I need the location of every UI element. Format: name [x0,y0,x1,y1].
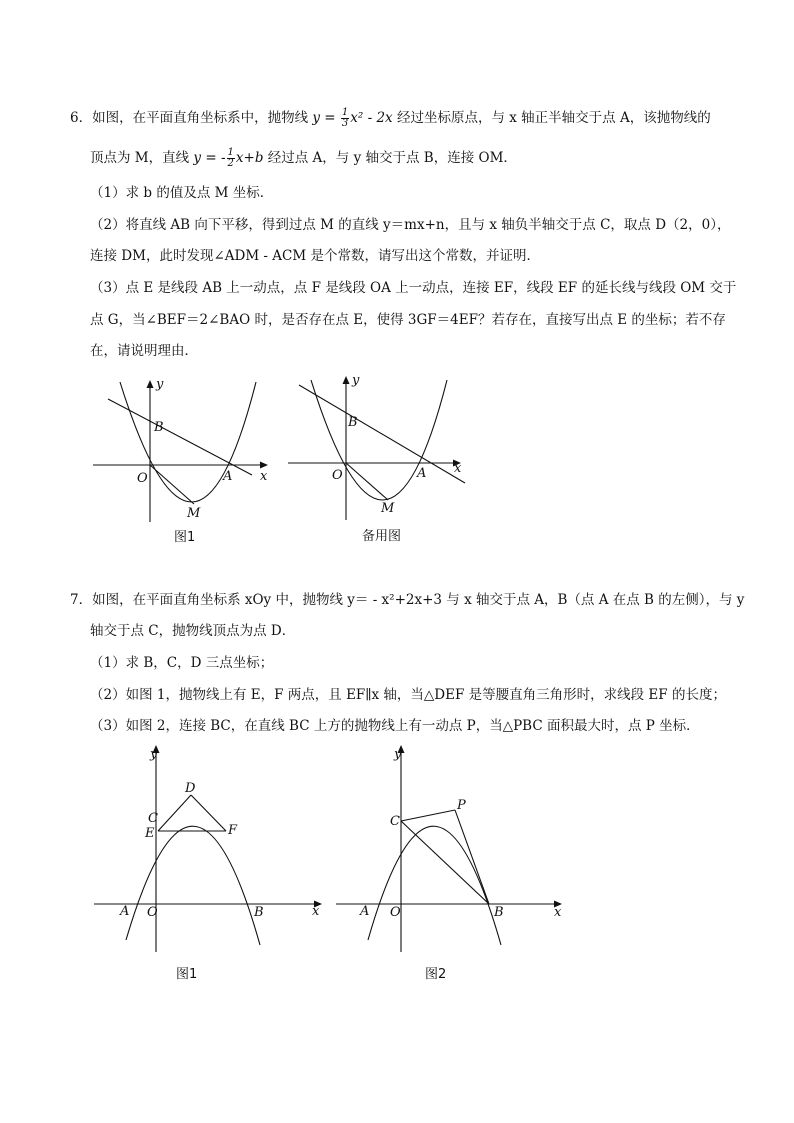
label-b: B [494,905,504,920]
label-b: B [254,905,264,920]
label-x: x [312,904,320,919]
q7-part-3: （3）如图 2，连接 BC，在直线 BC 上方的抛物线上有一动点 P，当△PBC 面积最大时，点 P 坐标． [90,718,700,734]
segment-de [158,795,191,831]
y-arrow-icon [147,380,154,388]
q6-eq1: y = $\frac{1}{3}$ x² - 2x [312,107,393,129]
label-x: x [260,469,268,484]
q7-line-1: 7．如图，在平面直角坐标系 xOy 中，抛物线 y＝ - x²+2x+3 与 x 轴交于点 A，B（点 A 在点 B 的左侧），与 y [70,592,745,608]
label-d: D [185,781,196,796]
label-p: P [457,798,466,813]
label-a: A [223,469,233,484]
segment-df [191,795,226,831]
q7-figure-2 [334,740,574,955]
label-c: C [390,814,400,829]
q6-eq1-numerator: 1 [341,107,349,118]
label-o: O [147,905,158,920]
label-y: y [352,373,360,388]
segment-om [150,465,194,504]
label-f: F [228,823,238,838]
line-ab [108,399,252,475]
q7-figure-1-caption: 图1 [176,967,198,982]
q6-part-3b: 点 G，当∠BEF＝2∠BAO 时，是否存在点 E，使得 3GF＝4EF？若存在，直接写出点 E 的坐标；若不存 [90,312,726,328]
label-y: y [150,747,158,762]
segment-pb [455,810,489,904]
label-x: x [454,461,462,476]
q7-part-1: （1）求 B，C，D 三点坐标； [90,655,274,671]
q6-line-1 [70,108,711,129]
label-m: M [187,506,201,521]
q6-vertex-text: 顶点为 M，直线 [90,150,190,166]
q6-intro: 6．如图，在平面直角坐标系中，抛物线 [70,110,309,126]
q6-backup-figure [285,370,475,525]
q6-part-3a: （3）点 E 是线段 AB 上一动点，点 F 是线段 OA 上一动点，连接 EF，线段 EF 的延长线与线段 OM 交于 [90,280,737,296]
segment-cp [401,810,455,821]
q6-figure-1-caption: 图1 [174,530,196,545]
q7-figure-1 [90,740,335,955]
line-ab [299,385,465,483]
q6-intro-cont: 经过坐标原点，与 x 轴正半轴交于点 A，该抛物线的 [396,110,711,126]
y-arrow-icon [343,376,350,384]
q6-eq2-numerator: 1 [227,147,234,158]
x-arrow-icon [260,462,268,469]
label-c: C [148,811,158,826]
label-o: O [137,471,148,486]
q7-line-2: 轴交于点 C，抛物线顶点为点 D． [90,623,296,639]
label-m: M [381,501,395,516]
q6-eq1-denominator: 3 [341,118,349,129]
q6-part-3c: 在，请说明理由． [90,343,198,359]
label-a: A [120,904,130,919]
label-o: O [332,468,343,483]
q6-figure-1 [90,372,280,527]
q7-figure-2-caption: 图2 [425,967,447,982]
label-a: A [360,904,370,919]
segment-bc [401,821,489,904]
label-b: B [348,415,358,430]
q6-part-1: （1）求 b 的值及点 M 坐标． [90,185,274,201]
q6-part-2a: （2）将直线 AB 向下平移，得到过点 M 的直线 y＝mx+n，且与 x 轴负半轴交于点 C，取点 D（2，0）， [90,217,731,233]
label-x: x [554,905,562,920]
label-e: E [145,826,155,841]
q6-eq2-denominator: 2 [227,158,234,169]
q6-line-text: 经过点 A，与 y 轴交于点 B，连接 OM． [267,150,517,166]
label-y: y [156,377,164,392]
q6-backup-caption: 备用图 [362,529,402,544]
parabola [126,826,260,945]
parabola [368,826,501,945]
q6-line-2 [90,148,517,169]
q6-part-2b: 连接 DM，此时发现∠ADM - ACM 是个常数，请写出这个常数，并证明． [90,248,540,264]
q6-eq2: y = - $\frac{1}{2}$ x+b [193,147,264,169]
label-b: B [154,420,164,435]
label-y: y [394,747,402,762]
label-a: A [417,466,427,481]
label-o: O [390,905,401,920]
q7-part-2: （2）如图 1，抛物线上有 E，F 两点，且 EF∥x 轴，当△DEF 是等腰直角三角形时，求线段 EF 的长度； [90,687,726,703]
